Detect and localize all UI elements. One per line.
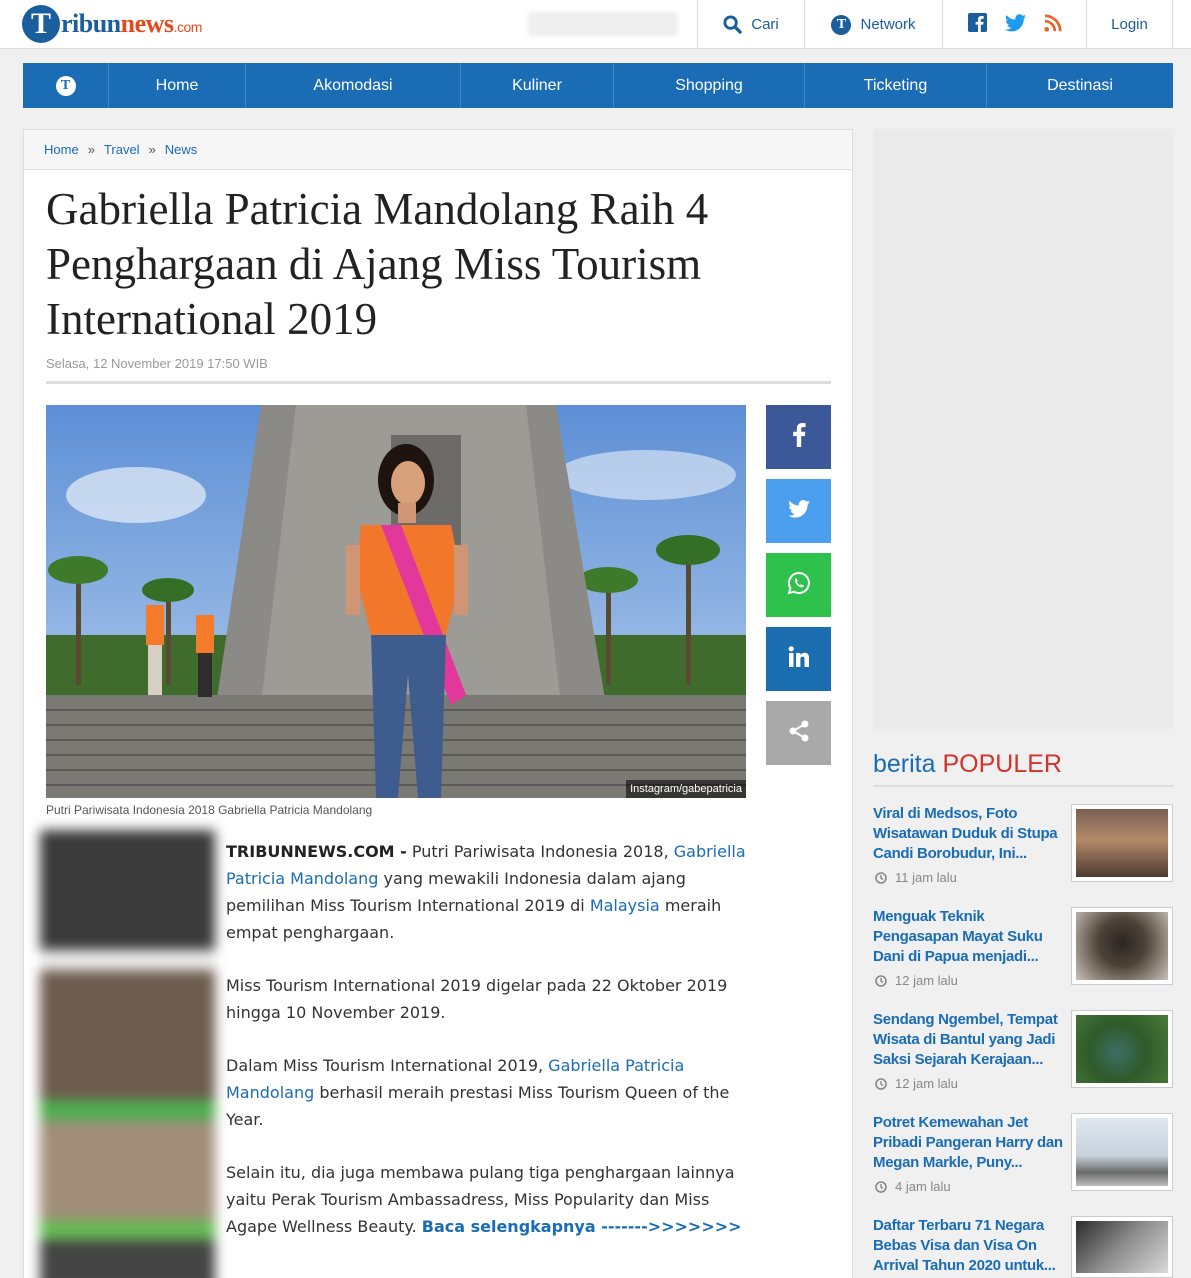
breadcrumb-separator: » — [87, 142, 95, 157]
main-nav — [23, 63, 1173, 108]
popular-item[interactable] — [873, 1216, 1173, 1278]
article-title: Gabriella Patricia Mandolang Raih 4 Penghargaan di Ajang Miss Tourism International 2019 — [46, 184, 709, 344]
nav-logo[interactable] — [23, 63, 109, 108]
popular-item-thumbnail[interactable] — [1071, 907, 1173, 985]
article-paragraph: Miss Tourism International 2019 digelar pada 22 Oktober 2019 hingga 10 November 2019. — [226, 976, 728, 1022]
popular-item-thumbnail[interactable] — [1071, 1216, 1173, 1278]
share-more-button[interactable] — [766, 701, 831, 765]
popular-item-title[interactable]: Viral di Medsos, Foto Wisatawan Duduk di Stupa Candi Borobudur, Ini... — [873, 805, 1058, 862]
read-more-link[interactable]: Baca selengkapnya ------->>>>>>> — [421, 1217, 742, 1236]
photo-caption: Putri Pariwisata Indonesia 2018 Gabriella Patricia Mandolang — [46, 803, 373, 817]
article-paragraph — [226, 838, 746, 946]
social-links — [942, 0, 1086, 49]
breadcrumb — [24, 130, 852, 170]
popular-item-title[interactable]: Menguak Teknik Pengasapan Mayat Suku Dani di Papua menjadi... — [873, 908, 1043, 965]
text-span: meraih empat penghargaan. — [226, 896, 722, 942]
side-ad-placeholder — [40, 830, 215, 1278]
popular-item-time — [875, 870, 957, 885]
popular-heading — [873, 750, 1173, 787]
top-ad-placeholder — [528, 12, 678, 36]
share-linkedin-button[interactable] — [766, 627, 831, 691]
network-icon — [831, 15, 851, 35]
text-span: Selain itu, dia juga membawa pulang tiga penghargaan lainnya yaitu Perak Tourism Ambassadress, Miss Popularity dan Miss Agape Wellness Beauty. — [226, 1163, 735, 1236]
tag-link[interactable]: Gabriella Patricia Mandolang — [226, 842, 746, 888]
top-bar — [0, 0, 1191, 49]
popular-item-thumbnail[interactable] — [1071, 804, 1173, 882]
title-divider — [46, 381, 831, 384]
facebook-icon — [792, 423, 806, 452]
logo-brand-main: ribun — [61, 9, 121, 38]
facebook-icon[interactable] — [968, 13, 987, 36]
clock-icon — [875, 872, 887, 884]
photo-credit: Instagram/gabepatricia — [626, 780, 746, 798]
share-twitter-button[interactable] — [766, 479, 831, 543]
breadcrumb-separator: » — [148, 142, 156, 157]
ad-placeholder — [873, 129, 1173, 729]
site-logo[interactable] — [22, 4, 202, 44]
popular-item-time — [875, 1076, 958, 1091]
twitter-icon — [788, 500, 810, 523]
article-paragraph — [226, 1159, 746, 1240]
popular-item[interactable] — [873, 907, 1173, 997]
article-date: Selasa, 12 November 2019 17:50 WIB — [46, 356, 268, 371]
popular-heading-b: POPULER — [942, 750, 1062, 778]
network-button[interactable] — [804, 0, 942, 49]
text-span: Dalam Miss Tourism International 2019, — [226, 1056, 549, 1075]
tag-link[interactable]: Gabriella Patricia Mandolang — [226, 1056, 685, 1102]
breadcrumb-travel[interactable]: Travel — [103, 142, 140, 157]
popular-item-title[interactable]: Daftar Terbaru 71 Negara Bebas Visa dan Visa On Arrival Tahun 2020 untuk... — [873, 1217, 1056, 1274]
search-icon — [723, 15, 742, 34]
nav-item-shopping[interactable]: Shopping — [614, 63, 805, 108]
popular-item[interactable] — [873, 804, 1173, 894]
article-card — [23, 129, 853, 1278]
network-label: Network — [860, 16, 916, 33]
popular-item-thumbnail[interactable] — [1071, 1113, 1173, 1191]
nav-item-kuliner[interactable]: Kuliner — [461, 63, 614, 108]
twitter-icon[interactable] — [1005, 14, 1026, 36]
popular-heading-a: berita — [873, 750, 936, 778]
nav-item-home[interactable]: Home — [109, 63, 246, 108]
search-button[interactable] — [697, 0, 804, 49]
search-label: Cari — [751, 16, 779, 33]
clock-icon — [875, 1078, 887, 1090]
clock-icon — [875, 975, 887, 987]
nav-item-akomodasi[interactable]: Akomodasi — [246, 63, 461, 108]
popular-item-time-text: 12 jam lalu — [895, 973, 958, 988]
rss-icon[interactable] — [1044, 14, 1062, 36]
nav-item-ticketing[interactable]: Ticketing — [805, 63, 987, 108]
nav-item-destinasi[interactable]: Destinasi — [1047, 76, 1113, 94]
breadcrumb-news[interactable]: News — [164, 142, 198, 157]
popular-item-time — [875, 973, 958, 988]
share-whatsapp-button[interactable] — [766, 553, 831, 617]
text-span: berhasil meraih prestasi Miss Tourism Queen of the Year. — [226, 1083, 730, 1129]
breadcrumb-home[interactable]: Home — [44, 142, 79, 157]
linkedin-icon — [788, 646, 810, 673]
logo-brand-suffix: .com — [173, 19, 202, 35]
popular-item-time-text: 4 jam lalu — [895, 1179, 951, 1194]
tag-link[interactable]: Malaysia — [589, 896, 660, 915]
clock-icon — [875, 1181, 887, 1193]
login-button[interactable]: Login — [1086, 0, 1173, 49]
popular-item-title[interactable]: Potret Kemewahan Jet Pribadi Pangeran Harry dan Megan Markle, Puny... — [873, 1114, 1063, 1171]
whatsapp-icon — [787, 571, 811, 600]
text-span: yang mewakili Indonesia dalam ajang pemilihan Miss Tourism International 2019 di — [226, 869, 686, 915]
popular-item-time-text: 12 jam lalu — [895, 1076, 958, 1091]
article-photo[interactable] — [46, 405, 746, 798]
popular-item[interactable] — [873, 1010, 1173, 1100]
logo-mark: T — [22, 5, 60, 43]
share-icon — [788, 720, 810, 747]
article-paragraph — [226, 1052, 746, 1133]
text-span: Putri Pariwisata Indonesia 2018, — [406, 842, 674, 861]
popular-item-time — [875, 1179, 951, 1194]
network-badge: T — [831, 15, 851, 35]
popular-item-thumbnail[interactable] — [1071, 1010, 1173, 1088]
nav-logo-icon: T — [56, 76, 76, 96]
popular-item-title[interactable]: Sendang Ngembel, Tempat Wisata di Bantul yang Jadi Saksi Sejarah Kerajaan... — [873, 1011, 1058, 1068]
article-body — [226, 838, 746, 1266]
share-facebook-button[interactable] — [766, 405, 831, 469]
popular-item-time-text: 11 jam lalu — [895, 870, 957, 885]
popular-item[interactable] — [873, 1113, 1173, 1203]
logo-brand-accent: news — [120, 9, 174, 38]
article-source: TRIBUNNEWS.COM - — [226, 842, 407, 861]
logo-text — [61, 9, 202, 39]
